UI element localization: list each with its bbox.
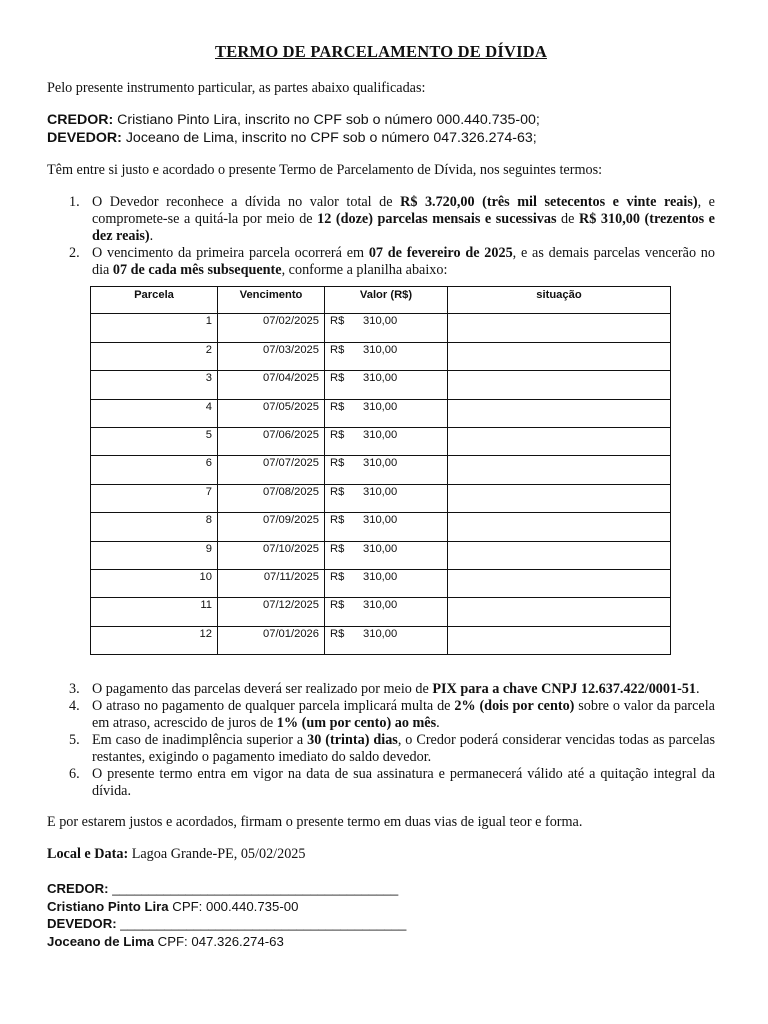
cell-currency: R$ [330, 599, 345, 612]
credor-cpf: CPF: 000.440.735-00 [168, 898, 299, 914]
cell-situacao [448, 342, 671, 370]
cell-vencimento: 07/02/2025 [218, 314, 325, 342]
cell-situacao [448, 456, 671, 484]
clause-text: O presente termo entra em vigor na data de sua assinatura e permanecerá válido até a quitação integral da dívida. [92, 766, 715, 800]
clause-text: 12 (doze) parcelas mensais e sucessivas [317, 211, 557, 227]
cell-valor [325, 371, 448, 399]
clause-item [47, 732, 715, 766]
clause-text: . [436, 715, 440, 732]
cell-valor [325, 399, 448, 427]
credor-sig-label: CREDOR: [47, 881, 109, 897]
clause-text: 07 de cada mês subsequente [112, 262, 282, 278]
clause-text: O atraso no pagamento de qualquer parcela implicará multa de [92, 698, 455, 715]
devedor-line [47, 129, 715, 147]
cell-situacao [448, 371, 671, 399]
credor-label: CREDOR: [47, 112, 114, 128]
cell-vencimento: 07/11/2025 [218, 569, 325, 597]
intro-paragraph: Pelo presente instrumento particular, as partes abaixo qualificadas: [47, 80, 426, 96]
table-header-row [91, 287, 671, 314]
clause-text: , e compromete-se a quitá-la por meio de [92, 194, 715, 227]
cell-vencimento: 07/05/2025 [218, 399, 325, 427]
cell-currency: R$ [330, 428, 345, 441]
cell-parcela: 8 [91, 513, 218, 541]
clauses-list-bottom [47, 681, 715, 800]
clause-text: 1% (um por cento) ao mês [276, 715, 437, 732]
cell-vencimento: 07/06/2025 [218, 427, 325, 455]
cell-parcela: 9 [91, 541, 218, 569]
cell-vencimento: 07/09/2025 [218, 513, 325, 541]
signature-block [47, 880, 715, 950]
local-value: Lagoa Grande-PE, 05/02/2025 [128, 846, 306, 863]
cell-currency: R$ [330, 457, 345, 470]
table-row [91, 314, 671, 342]
credor-line [47, 111, 715, 129]
cell-parcela: 2 [91, 342, 218, 370]
cell-valor [325, 427, 448, 455]
cell-currency: R$ [330, 485, 345, 498]
cell-valor [325, 342, 448, 370]
cell-amount: 310,00 [363, 542, 398, 555]
clause-text: PIX para a chave CNPJ 12.637.422/0001-51 [432, 681, 696, 698]
clause-number: 4. [69, 698, 80, 715]
table-row [91, 427, 671, 455]
credor-identity [47, 898, 715, 916]
cell-valor [325, 598, 448, 626]
cell-parcela: 6 [91, 456, 218, 484]
cell-currency: R$ [330, 315, 345, 328]
terms-intro: Têm entre si justo e acordado o presente Termo de Parcelamento de Dívida, nos seguintes termos: [47, 162, 603, 178]
clause-number: 5. [69, 732, 80, 749]
cell-parcela: 10 [91, 569, 218, 597]
cell-parcela: 3 [91, 371, 218, 399]
clause-text: , conforme a planilha abaixo: [281, 262, 448, 278]
local-label: Local e Data: [47, 846, 129, 863]
clause-text: , o Credor poderá considerar vencidas todas as parcelas restantes, exigindo o pagamento imediato do saldo devedor. [92, 732, 715, 766]
cell-currency: R$ [330, 400, 345, 413]
cell-situacao [448, 598, 671, 626]
table-row [91, 569, 671, 597]
devedor-sig-label: DEVEDOR: [47, 916, 117, 932]
clauses-list-top [47, 194, 715, 279]
table-row [91, 626, 671, 654]
clause-item [47, 766, 715, 800]
cell-amount: 310,00 [363, 400, 398, 413]
cell-vencimento: 07/08/2025 [218, 484, 325, 512]
header-valor: Valor (R$) [325, 287, 448, 314]
table-row [91, 456, 671, 484]
cell-currency: R$ [330, 514, 345, 527]
devedor-text: Joceano de Lima, inscrito no CPF sob o número 047.326.274-63; [121, 130, 537, 146]
clause-item [47, 698, 715, 732]
table-row [91, 371, 671, 399]
cell-situacao [448, 626, 671, 654]
closing-paragraph: E por estarem justos e acordados, firmam o presente termo em duas vias de igual teor e forma. [47, 814, 583, 831]
clause-text: , e as demais parcelas vencerão no dia [92, 245, 715, 278]
clause-item [47, 245, 715, 279]
clause-text: . [695, 681, 700, 698]
table-body [91, 314, 671, 655]
cell-amount: 310,00 [363, 372, 398, 385]
cell-parcela: 4 [91, 399, 218, 427]
cell-amount: 310,00 [363, 343, 398, 356]
cell-vencimento: 07/10/2025 [218, 541, 325, 569]
clause-item [47, 194, 715, 245]
table-row [91, 541, 671, 569]
cell-amount: 310,00 [363, 315, 398, 328]
cell-parcela: 12 [91, 626, 218, 654]
devedor-sig-underline: _______________________________________ [116, 916, 407, 932]
cell-amount: 310,00 [363, 514, 398, 527]
cell-parcela: 1 [91, 314, 218, 342]
cell-parcela: 5 [91, 427, 218, 455]
clause-text: 30 (trinta) dias [307, 732, 398, 749]
installments-table [90, 286, 671, 655]
cell-situacao [448, 513, 671, 541]
clause-text: 07 de fevereiro de 2025 [368, 245, 513, 261]
devedor-label: DEVEDOR: [47, 130, 122, 146]
clause-number: 2. [69, 245, 80, 261]
cell-vencimento: 07/03/2025 [218, 342, 325, 370]
cell-vencimento: 07/04/2025 [218, 371, 325, 399]
devedor-cpf: CPF: 047.326.274-63 [154, 933, 284, 949]
clause-text: Em caso de inadimplência superior a [92, 732, 308, 749]
credor-text: Cristiano Pinto Lira, inscrito no CPF sob o número 000.440.735-00; [113, 112, 540, 128]
devedor-identity [47, 933, 715, 951]
clause-text: R$ 310,00 (trezentos e dez reais) [92, 211, 715, 244]
cell-amount: 310,00 [363, 457, 398, 470]
header-vencimento: Vencimento [218, 287, 325, 314]
devedor-name: Joceano de Lima [47, 933, 155, 949]
header-situacao: situação [448, 287, 671, 314]
table-row [91, 399, 671, 427]
clause-text: . [149, 228, 154, 244]
table-row [91, 598, 671, 626]
clause-text: sobre o valor da parcela em atraso, acrescido de juros de [92, 698, 715, 732]
cell-vencimento: 07/07/2025 [218, 456, 325, 484]
parties-block [47, 111, 715, 147]
cell-situacao [448, 314, 671, 342]
table-row [91, 342, 671, 370]
clause-number: 6. [69, 766, 80, 783]
cell-currency: R$ [330, 627, 345, 640]
credor-name: Cristiano Pinto Lira [47, 898, 169, 914]
cell-vencimento: 07/01/2026 [218, 626, 325, 654]
cell-amount: 310,00 [363, 627, 398, 640]
table-row [91, 513, 671, 541]
clause-text: O Devedor reconhece a dívida no valor total de [92, 194, 401, 210]
credor-signature-line [47, 880, 715, 898]
cell-parcela: 7 [91, 484, 218, 512]
clause-text: O vencimento da primeira parcela ocorrerá em [92, 245, 369, 261]
document-page [47, 42, 715, 950]
cell-parcela: 11 [91, 598, 218, 626]
cell-situacao [448, 484, 671, 512]
cell-valor [325, 626, 448, 654]
devedor-signature-line [47, 915, 715, 933]
local-date [47, 846, 715, 863]
cell-valor [325, 484, 448, 512]
cell-currency: R$ [330, 343, 345, 356]
clause-number: 1. [69, 194, 80, 210]
clause-text: O pagamento das parcelas deverá ser realizado por meio de [92, 681, 433, 698]
clause-item [47, 681, 715, 698]
clause-text: de [556, 211, 580, 227]
cell-situacao [448, 399, 671, 427]
cell-situacao [448, 541, 671, 569]
clause-number: 3. [69, 681, 80, 698]
cell-currency: R$ [330, 570, 345, 583]
cell-currency: R$ [330, 542, 345, 555]
cell-amount: 310,00 [363, 428, 398, 441]
cell-amount: 310,00 [363, 599, 398, 612]
cell-valor [325, 569, 448, 597]
cell-valor [325, 314, 448, 342]
cell-amount: 310,00 [363, 570, 398, 583]
credor-sig-underline: _______________________________________ [108, 881, 399, 897]
table-row [91, 484, 671, 512]
cell-situacao [448, 427, 671, 455]
cell-amount: 310,00 [363, 485, 398, 498]
cell-vencimento: 07/12/2025 [218, 598, 325, 626]
cell-valor [325, 541, 448, 569]
clause-text: R$ 3.720,00 (três mil setecentos e vinte reais) [400, 194, 698, 210]
header-parcela: Parcela [91, 287, 218, 314]
document-title: TERMO DE PARCELAMENTO DE DÍVIDA [215, 42, 547, 61]
cell-currency: R$ [330, 372, 345, 385]
cell-valor [325, 513, 448, 541]
clause-text: 2% (dois por cento) [454, 698, 575, 715]
cell-valor [325, 456, 448, 484]
cell-situacao [448, 569, 671, 597]
